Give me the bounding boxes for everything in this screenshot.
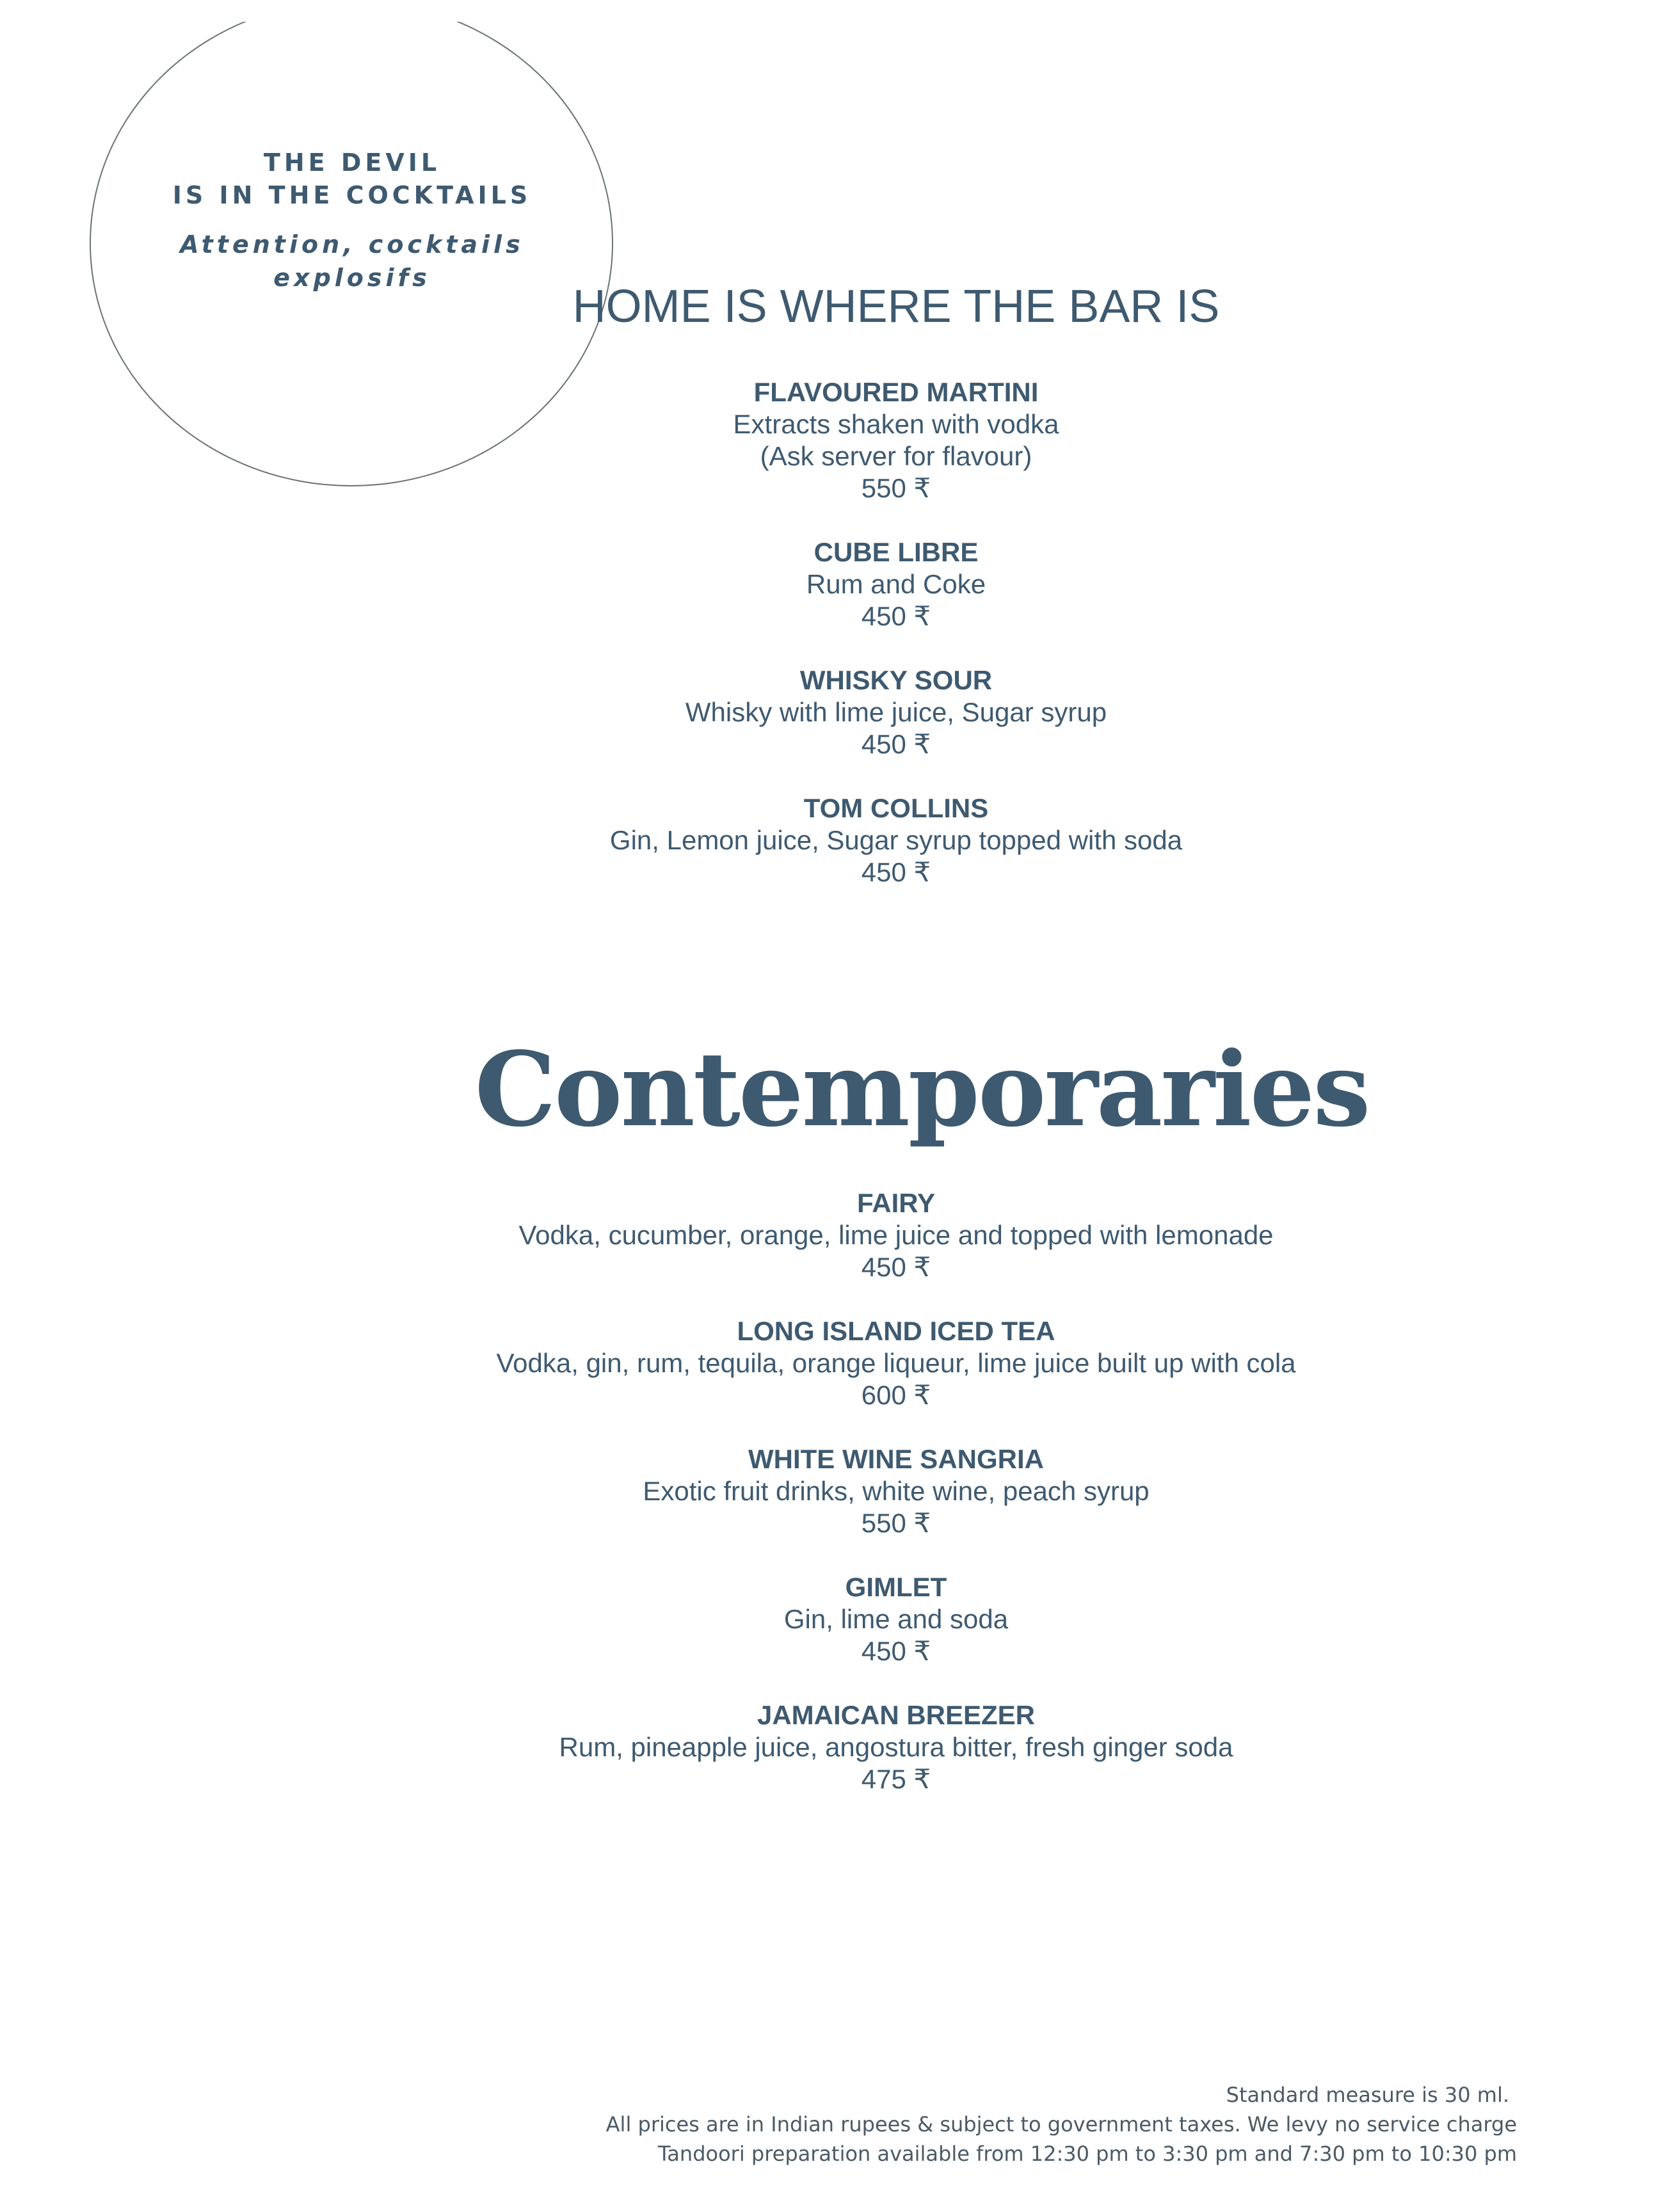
menu-item-description: Vodka, gin, rum, tequila, orange liqueur, lime juice built up with cola [496,1348,1296,1378]
badge-line-4: explosifs [273,264,431,292]
section1-menu-list [0,376,1659,920]
menu-item-name: JAMAICAN BREEZER [757,1700,1036,1730]
menu-item-name: LONG ISLAND ICED TEA [737,1316,1055,1346]
footer-notes [606,2080,1517,2168]
menu-item-price: 450 ₹ [861,857,931,887]
menu-item-description: Rum and Coke [806,569,986,599]
menu-item-price: 475 ₹ [861,1764,931,1794]
menu-item [0,1187,1659,1283]
menu-item-price: 450 ₹ [861,601,931,631]
menu-item [0,664,1659,760]
menu-item-price: 450 ₹ [861,1636,931,1666]
menu-item-price: 450 ₹ [861,729,931,759]
menu-item [0,1443,1659,1539]
menu-item-description: Whisky with lime juice, Sugar syrup [685,697,1107,727]
menu-item [0,1315,1659,1411]
menu-item-description: Rum, pineapple juice, angostura bitter, fresh ginger soda [559,1732,1233,1762]
menu-item-name: FLAVOURED MARTINI [753,377,1039,407]
page-top-edge [0,0,640,22]
footer-line-1: Standard measure is 30 ml. [1226,2083,1509,2107]
footer-line-3: Tandoori preparation available from 12:30 pm to 3:30 pm and 7:30 pm to 10:30 pm [658,2142,1517,2166]
menu-item-description: (Ask server for flavour) [760,441,1032,471]
menu-item-name: WHITE WINE SANGRIA [748,1444,1044,1474]
badge-line-1: THE DEVIL [263,148,441,177]
menu-item-price: 600 ₹ [861,1380,931,1410]
menu-item-name: FAIRY [856,1188,936,1218]
menu-item-name: GIMLET [845,1572,947,1602]
menu-item [0,536,1659,632]
footer-line-2: All prices are in Indian rupees & subject to government taxes. We levy no service charge [605,2112,1517,2136]
menu-item-price: 550 ₹ [861,473,931,503]
menu-item-description: Extracts shaken with vodka [733,409,1059,439]
menu-item-description: Gin, lime and soda [783,1604,1009,1634]
menu-item-name: CUBE LIBRE [813,537,979,567]
menu-item [0,1699,1659,1795]
menu-item-description: Vodka, cucumber, orange, lime juice and topped with lemonade [518,1220,1274,1250]
section-title-contemporaries: Contemporaries [474,1029,1369,1150]
menu-item-description: Gin, Lemon juice, Sugar syrup topped with soda [609,825,1183,855]
badge-line-3: Attention, cocktails [180,230,524,259]
section-title-home: HOME IS WHERE THE BAR IS [572,281,1220,332]
menu-item-description: Exotic fruit drinks, white wine, peach syrup [643,1476,1150,1506]
menu-item [0,376,1659,504]
section2-menu-list [0,1187,1659,1827]
menu-item-name: TOM COLLINS [803,793,989,823]
menu-item-price: 450 ₹ [861,1252,931,1282]
menu-item-name: WHISKY SOUR [799,665,993,695]
menu-item [0,792,1659,888]
menu-item-price: 550 ₹ [861,1508,931,1538]
menu-item [0,1571,1659,1667]
badge-line-2: IS IN THE COCKTAILS [172,181,532,209]
